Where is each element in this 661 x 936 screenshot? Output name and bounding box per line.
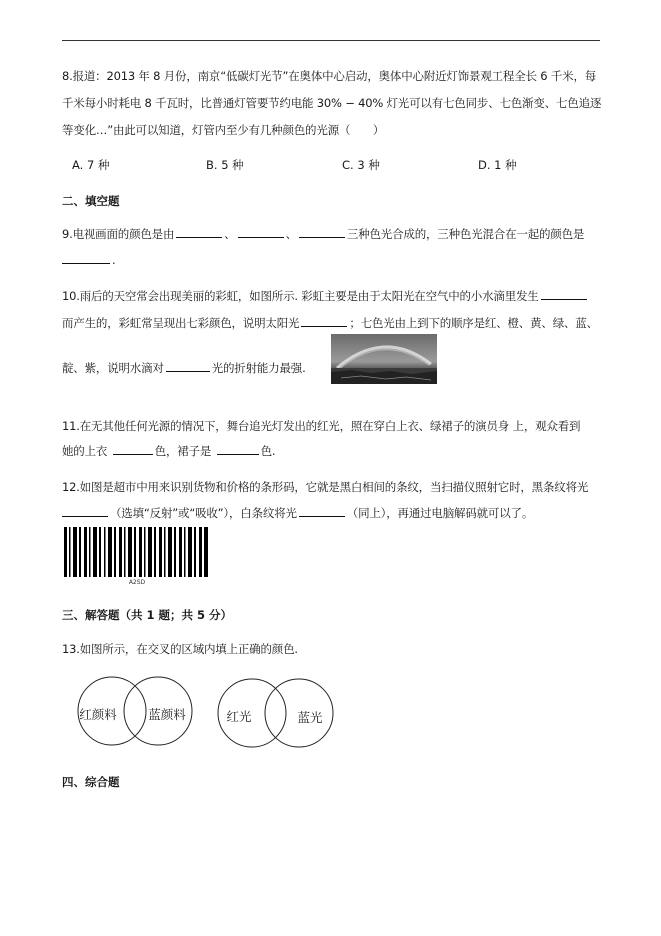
section-2-title: 二、填空题 (62, 194, 120, 208)
q10-blank-1[interactable] (541, 289, 587, 300)
q11-blank-2[interactable] (217, 444, 259, 455)
venn-lights (217, 674, 335, 752)
venn-label-blue-pigment: 蓝颜料 (148, 707, 186, 722)
q9-line-1 (62, 226, 584, 242)
q8-option-c[interactable]: C. 3 种 (342, 158, 380, 172)
q12-line-1: 12.如图是超市中用来识别货物和价格的条形码，它就是黑白相间的条纹，当扫描仪照射它时，黑条纹将光 (62, 480, 589, 494)
section-4-title: 四、综合题 (62, 775, 120, 789)
q9-text-start: 9.电视画面的颜色是由 (62, 227, 175, 241)
q10-blank-3[interactable] (166, 361, 210, 372)
q9-line-2 (62, 253, 115, 267)
q8-option-d[interactable]: D. 1 种 (478, 158, 517, 172)
header-rule (62, 40, 600, 41)
q10-text-3: ；七色光由上到下的顺序是红、橙、黄、绿、蓝、 (349, 316, 598, 330)
q8-option-b[interactable]: B. 5 种 (206, 158, 244, 172)
barcode-label: A2SD (128, 579, 146, 585)
q11-blank-1[interactable] (113, 444, 153, 455)
q10-text-2: 而产生的，彩虹常呈现出七彩颜色，说明太阳光 (62, 316, 300, 330)
q12-blank-2[interactable] (299, 506, 345, 517)
q11-text-3: 色. (260, 444, 276, 458)
q8-line-1: 8.报道：2013 年 8 月份，南京“低碳灯光节”在奥体中心启动，奥体中心附近灯饰景观工程全长 6 千米，每 (62, 69, 597, 83)
venn-label-red-light: 红光 (226, 709, 252, 724)
section-3-title: 三、解答题（共 1 题；共 5 分） (62, 608, 233, 622)
q11-line-2 (62, 443, 275, 459)
q9-sep-2: 、 (285, 227, 297, 241)
rainbow-photo (331, 334, 437, 384)
venn-pigments (76, 674, 194, 748)
q12-blank-1[interactable] (62, 506, 108, 517)
q9-blank-3[interactable] (299, 227, 345, 238)
venn-label-red-pigment: 红颜料 (79, 707, 117, 722)
venn-overlap-lights[interactable] (268, 700, 283, 726)
q8-line-2: 千米每小时耗电 8 千瓦时，比普通灯管要节约电能 30% − 40% 灯光可以有七色同步、七色渐变、七色追逐 (62, 96, 602, 110)
q10-line-1 (62, 288, 589, 304)
q9-blank-4[interactable] (62, 253, 110, 264)
q10-text-1: 10.雨后的天空常会出现美丽的彩虹，如图所示. 彩虹主要是由于太阳光在空气中的小水滴里发生 (62, 289, 539, 303)
q9-blank-2[interactable] (238, 227, 284, 238)
venn-overlap-pigments[interactable] (128, 698, 142, 724)
q10-blank-2[interactable] (301, 316, 347, 327)
q13-text: 13.如图所示，在交叉的区域内填上正确的颜色. (62, 642, 298, 656)
q9-blank-1[interactable] (176, 227, 222, 238)
q11-line-1: 11.在无其他任何光源的情况下，舞台追光灯发出的红光，照在穿白上衣、绿裙子的演员身 上，观众看到 (62, 419, 581, 433)
q8-option-a[interactable]: A. 7 种 (72, 158, 110, 172)
q8-line-3: 等变化…”由此可以知道，灯管内至少有几种颜色的光源（ ） (62, 123, 385, 137)
q11-text-1: 她的上衣 (62, 444, 111, 458)
q12-text-1: （选填“反射”或“吸收”），白条纹将光 (110, 506, 297, 520)
q9-text-end: 三种色光合成的，三种色光混合在一起的颜色是 (346, 227, 585, 241)
barcode-image (62, 527, 212, 585)
q10-line-3 (62, 360, 306, 376)
q12-line-2 (62, 505, 533, 521)
q9-period: . (112, 253, 116, 267)
q9-sep-1: 、 (224, 227, 236, 241)
q10-text-5: 光的折射能力最强. (211, 361, 306, 375)
q11-text-2: 色，裙子是 (154, 444, 215, 458)
q10-text-4: 靛、紫，说明水滴对 (62, 361, 164, 375)
q12-text-2: （同上），再通过电脑解码就可以了。 (346, 506, 534, 520)
venn-label-blue-light: 蓝光 (297, 710, 323, 725)
q10-line-2 (62, 315, 598, 331)
